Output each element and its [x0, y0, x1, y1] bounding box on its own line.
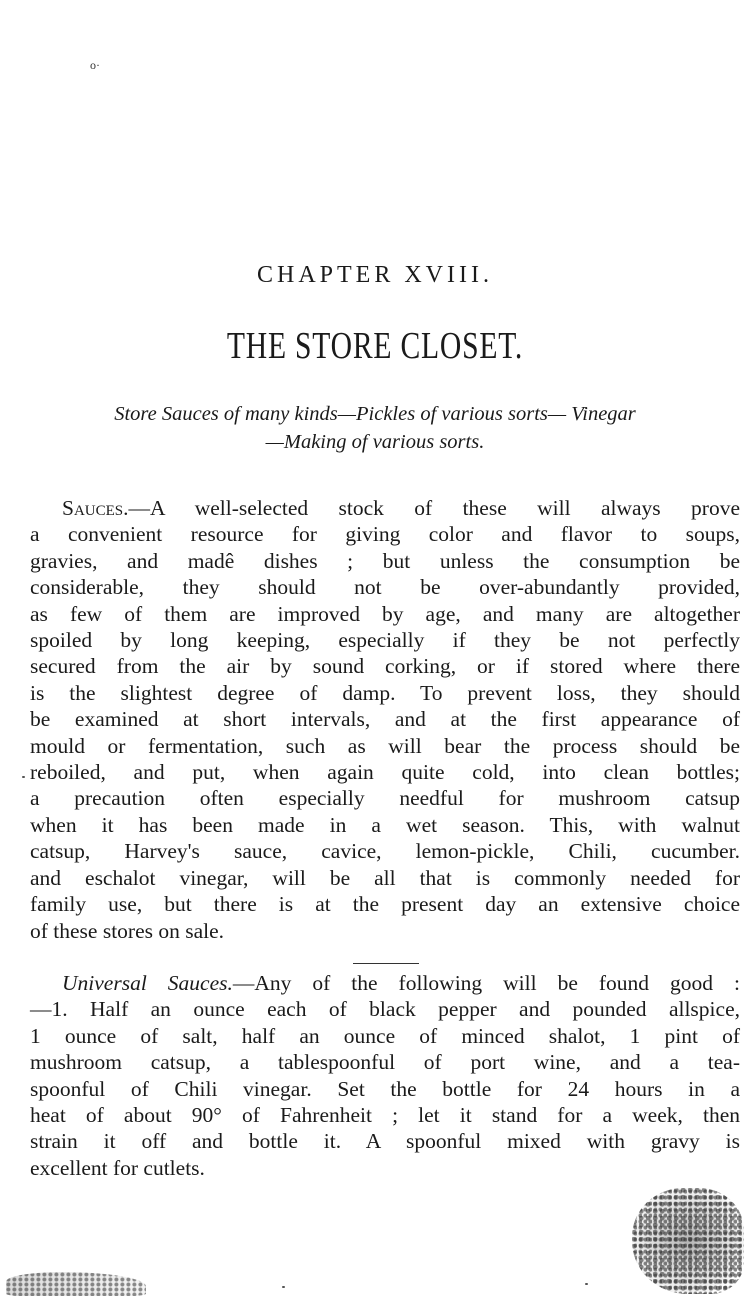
paragraph-line: family use, but there is at the present day an extensive choice: [30, 892, 740, 917]
paragraph-line: [30, 495, 740, 521]
ink-smudge: [632, 1188, 744, 1294]
paragraph-line: and eschalot vinegar, will be all that is commonly needed for: [30, 865, 740, 890]
paragraph-line: strain it off and bottle it. A spoonful mixed with gravy is: [30, 1129, 740, 1154]
chapter-summary: [20, 400, 730, 456]
paragraph-line: when it has been made in a wet season. This, with walnut: [30, 812, 740, 837]
paragraph-line: a convenient resource for giving color and flavor to soups,: [30, 522, 740, 547]
paragraph-line: be examined at short intervals, and at the first appearance of: [30, 707, 740, 732]
page-mark: o·: [90, 58, 100, 72]
paragraph-line: mould or fermentation, such as will bear the process should be: [30, 733, 740, 758]
ink-smudge: [6, 1272, 146, 1296]
paragraph-line: gravies, and madê dishes ; but unless the consumption be: [30, 548, 740, 573]
paragraph-line: heat of about 90° of Fahrenheit ; let it stand for a week, then: [30, 1103, 740, 1128]
paragraph-sauces: [30, 495, 740, 944]
section-divider: [353, 963, 419, 964]
paragraph-line: is the slightest degree of damp. To prevent loss, they should: [30, 680, 740, 705]
paragraph-line: spoonful of Chili vinegar. Set the bottle for 24 hours in a: [30, 1076, 740, 1101]
ink-speck: [282, 1286, 285, 1288]
paragraph-line: reboiled, and put, when again quite cold, into clean bottles;: [30, 760, 740, 785]
paragraph-line: catsup, Harvey's sauce, cavice, lemon-pickle, Chili, cucumber.: [30, 839, 740, 864]
paragraph-line: as few of them are improved by age, and many are altogether: [30, 601, 740, 626]
paragraph-line: —1. Half an ounce each of black pepper and pounded allspice,: [30, 997, 740, 1022]
paragraph-line: [30, 970, 740, 996]
paragraph-line: 1 ounce of salt, half an ounce of minced shalot, 1 pint of: [30, 1023, 740, 1048]
chapter-title: THE STORE CLOSET.: [226, 325, 524, 367]
paragraph-universal-sauces: [30, 970, 740, 1181]
summary-line: —Making of various sorts.: [265, 431, 485, 453]
paragraph-line: spoiled by long keeping, especially if they be not perfectly: [30, 628, 740, 653]
line-text: —Any of the following will be found good :: [232, 971, 741, 995]
paragraph-line: mushroom catsup, a tablespoonful of port wine, and a tea-: [30, 1050, 740, 1075]
paragraph-line: secured from the air by sound corking, or if stored where there: [30, 654, 740, 679]
paragraph-line: a precaution often especially needful for mushroom catsup: [30, 786, 740, 811]
line-text: —A well-selected stock of these will always prove: [128, 496, 740, 520]
summary-line: Store Sauces of many kinds—Pickles of various sorts— Vinegar: [114, 403, 636, 425]
paragraph-lead: Sauces.: [62, 496, 129, 520]
paragraph-line: considerable, they should not be over-abundantly provided,: [30, 575, 740, 600]
paragraph-lead: Universal Sauces.: [62, 971, 233, 995]
paragraph-line: excellent for cutlets.: [30, 1155, 205, 1180]
ink-speck: [22, 776, 25, 778]
paragraph-line: of these stores on sale.: [30, 918, 225, 943]
ink-speck: [585, 1283, 588, 1285]
chapter-number: CHAPTER XVIII.: [257, 262, 493, 288]
